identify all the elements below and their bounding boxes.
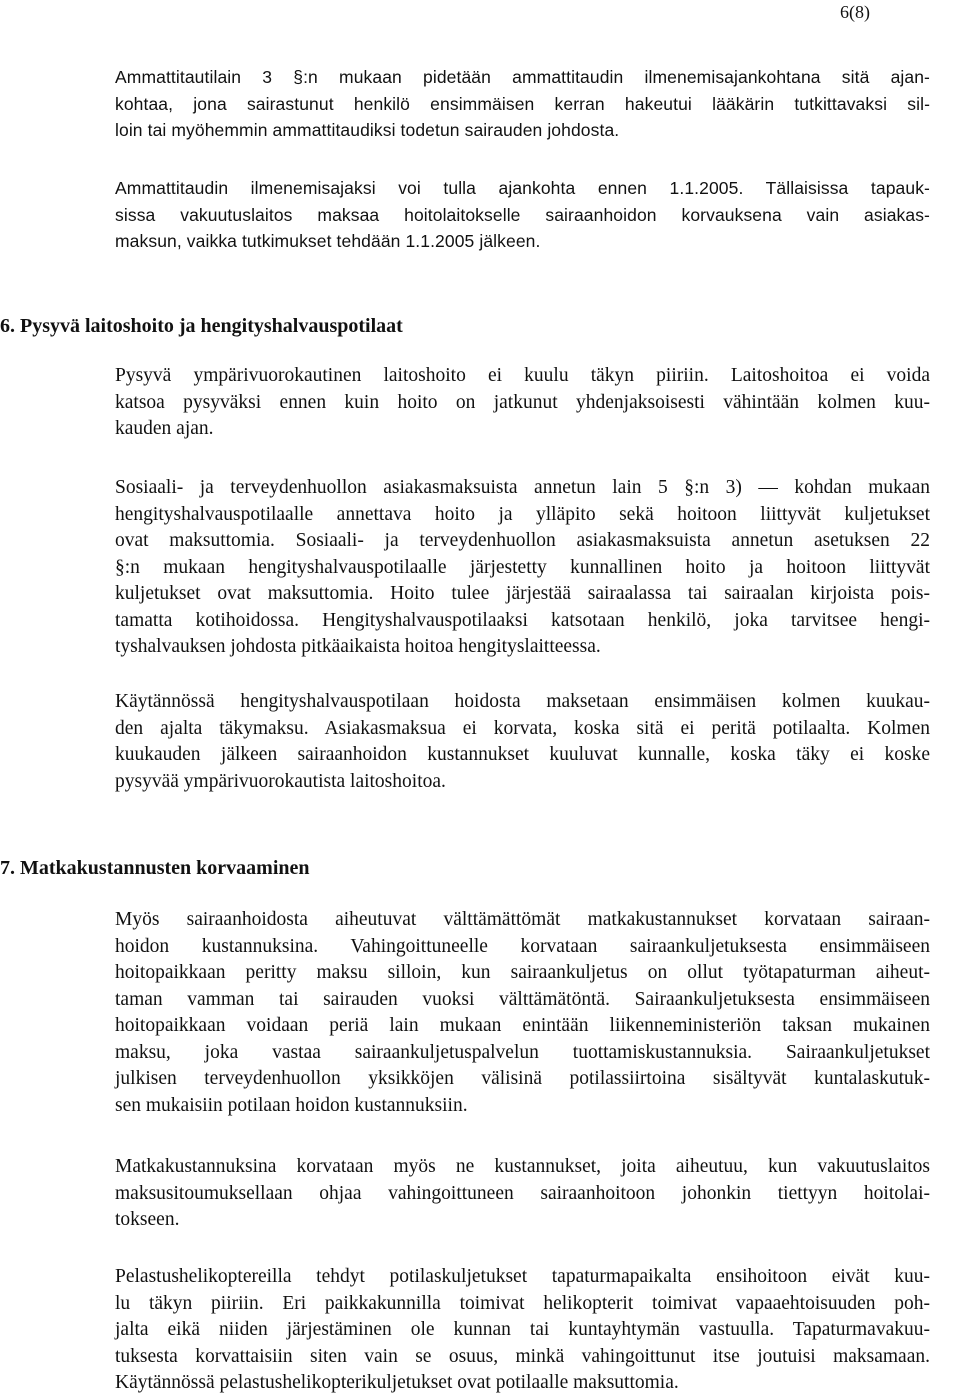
text-line: Ammattitaudin ilmenemisajaksi voi tulla ajankohta ennen 1.1.2005. Tällaisissa tapauk- <box>115 178 930 198</box>
text-line: julkisen terveydenhuollon yksikköjen välisinä potilassiirtoina sisältyvät kuntalaskutuk- <box>115 1068 930 1089</box>
text-line: hoitopaikkaan voidaan periä lain mukaan enintään liikenneministeriön taksan mukainen <box>115 1015 930 1036</box>
paragraph-travel-costs <box>115 907 930 1119</box>
text-line: tyshalvauksen johdosta pitkäaikaista hoitoa hengityslaitteessa. <box>115 636 601 657</box>
text-line: maksu, joka vastaa sairaankuljetuspalvelun tuottamiskustannuksia. Sairaankuljetukset <box>115 1041 930 1063</box>
text-line: Matkakustannuksina korvataan myös ne kustannukset, joita aiheutuu, kun vakuutuslaitos <box>115 1156 930 1177</box>
text-line: tokseen. <box>115 1209 180 1230</box>
text-line: taman vamman tai sairauden vuoksi välttämätöntä. Sairaankuljetuksesta ensimmäiseen <box>115 988 930 1010</box>
text-line: hoidon kustannuksina. Vahingoittuneelle korvataan sairaankuljetuksesta ensimmäiseen <box>115 935 930 957</box>
paragraph-payment-commitment <box>115 1154 930 1234</box>
paragraph-respiratory-paralysis-practice <box>115 689 930 795</box>
paragraph-permanent-institutional-care <box>115 363 930 443</box>
text-line: Pelastushelikoptereilla tehdyt potilaskuljetukset tapaturmapaikalta ensihoitoon eivät kuu- <box>115 1266 930 1287</box>
text-line: Myös sairaanhoidosta aiheutuvat välttämättömät matkakustannukset korvataan sairaan- <box>115 909 930 930</box>
text-line: maksun, vaikka tutkimukset tehdään 1.1.2005 jälkeen. <box>115 231 541 251</box>
paragraph-respiratory-paralysis-fees <box>115 475 930 661</box>
text-line: kuljetukset ovat maksuttomia. Hoito tulee järjestää sairaalassa tai sairaalan kirjoista pois- <box>115 583 930 604</box>
section-heading-7: 7. Matkakustannusten korvaaminen <box>0 857 310 879</box>
text-line: hengityshalvauspotilaalle annettava hoito ja ylläpito sekä hoitoon liittyvät kuljetukset <box>115 503 930 525</box>
text-line: kohtaa, jona sairastunut henkilö ensimmäisen kerran hakeutui lääkärin tutkittavaksi sil- <box>115 93 930 114</box>
text-line: ovat maksuttomia. Sosiaali- ja terveydenhuollon asiakasmaksuista annetun asetuksen 22 <box>115 530 930 551</box>
text-line: hoitopaikkaan peritty maksu silloin, kun sairaankuljetus on ollut työtapaturman aiheut- <box>115 962 930 983</box>
text-line: Käytännössä hengityshalvauspotilaan hoidosta maksetaan ensimmäisen kolmen kuukau- <box>115 691 930 712</box>
text-line: §:n mukaan hengityshalvauspotilaalle järjestetty kunnallinen hoito ja hoitoon liittyvät <box>115 556 930 578</box>
text-line: Käytännössä pelastushelikopterikuljetukset ovat potilaalle maksuttomia. <box>115 1372 679 1393</box>
text-line: kuukauden jälkeen sairaanhoidon kustannukset kuuluvat kunnalle, koska täky ei koske <box>115 744 930 765</box>
text-line: tamatta kotihoidossa. Hengityshalvauspotilaaksi katsotaan henkilö, joka tarvitsee hengi- <box>115 609 930 631</box>
text-line: pysyvää ympärivuorokautista laitoshoitoa. <box>115 770 446 792</box>
text-line: den ajalta täkymaksu. Asiakasmaksua ei korvata, koska sitä ei peritä potilaalta. Kolmen <box>115 717 930 739</box>
page-number: 6(8) <box>840 2 870 22</box>
paragraph-occupational-disease-date <box>115 64 930 144</box>
text-line: jalta eikä niiden järjestäminen ole kunnan tai kuntayhtymän vastuulla. Tapaturmavakuu- <box>115 1319 930 1340</box>
text-line: tuksesta korvattaisiin siten vain se osuus, minkä vahingoittunut itse joutuisi maksamaan. <box>115 1345 930 1367</box>
text-line: katsoa pysyväksi ennen kuin hoito on jatkunut yhdenjaksoisesti vähintään kolmen kuu- <box>115 391 930 413</box>
section-heading-6: 6. Pysyvä laitoshoito ja hengityshalvauspotilaat <box>0 315 403 337</box>
text-line: Sosiaali- ja terveydenhuollon asiakasmaksuista annetun lain 5 §:n 3) — kohdan mukaan <box>115 477 930 498</box>
text-line: sissa vakuutuslaitos maksaa hoitolaitokselle sairaanhoidon korvauksena vain asiakas- <box>115 204 930 225</box>
text-line: Ammattitautilain 3 §:n mukaan pidetään ammattitaudin ilmenemisajankohtana sitä ajan- <box>115 67 930 87</box>
text-line: lu täkyn piiriin. Eri paikkakunnilla toimivat helikopterit toimivat vapaaehtoisuuden poh- <box>115 1292 930 1314</box>
text-line: maksusitoumuksellaan ohjaa vahingoittuneen sairaanhoitoon johonkin tiettyyn hoitolai- <box>115 1182 930 1204</box>
text-line: sen mukaisiin potilaan hoidon kustannuksiin. <box>115 1094 468 1116</box>
text-line: loin tai myöhemmin ammattitaudiksi todetun sairauden johdosta. <box>115 120 620 140</box>
text-line: kauden ajan. <box>115 418 214 439</box>
paragraph-onset-before-2005 <box>115 175 930 255</box>
paragraph-rescue-helicopters <box>115 1264 930 1397</box>
text-line: Pysyvä ympärivuorokautinen laitoshoito ei kuulu täkyn piiriin. Laitoshoitoa ei voida <box>115 365 930 386</box>
